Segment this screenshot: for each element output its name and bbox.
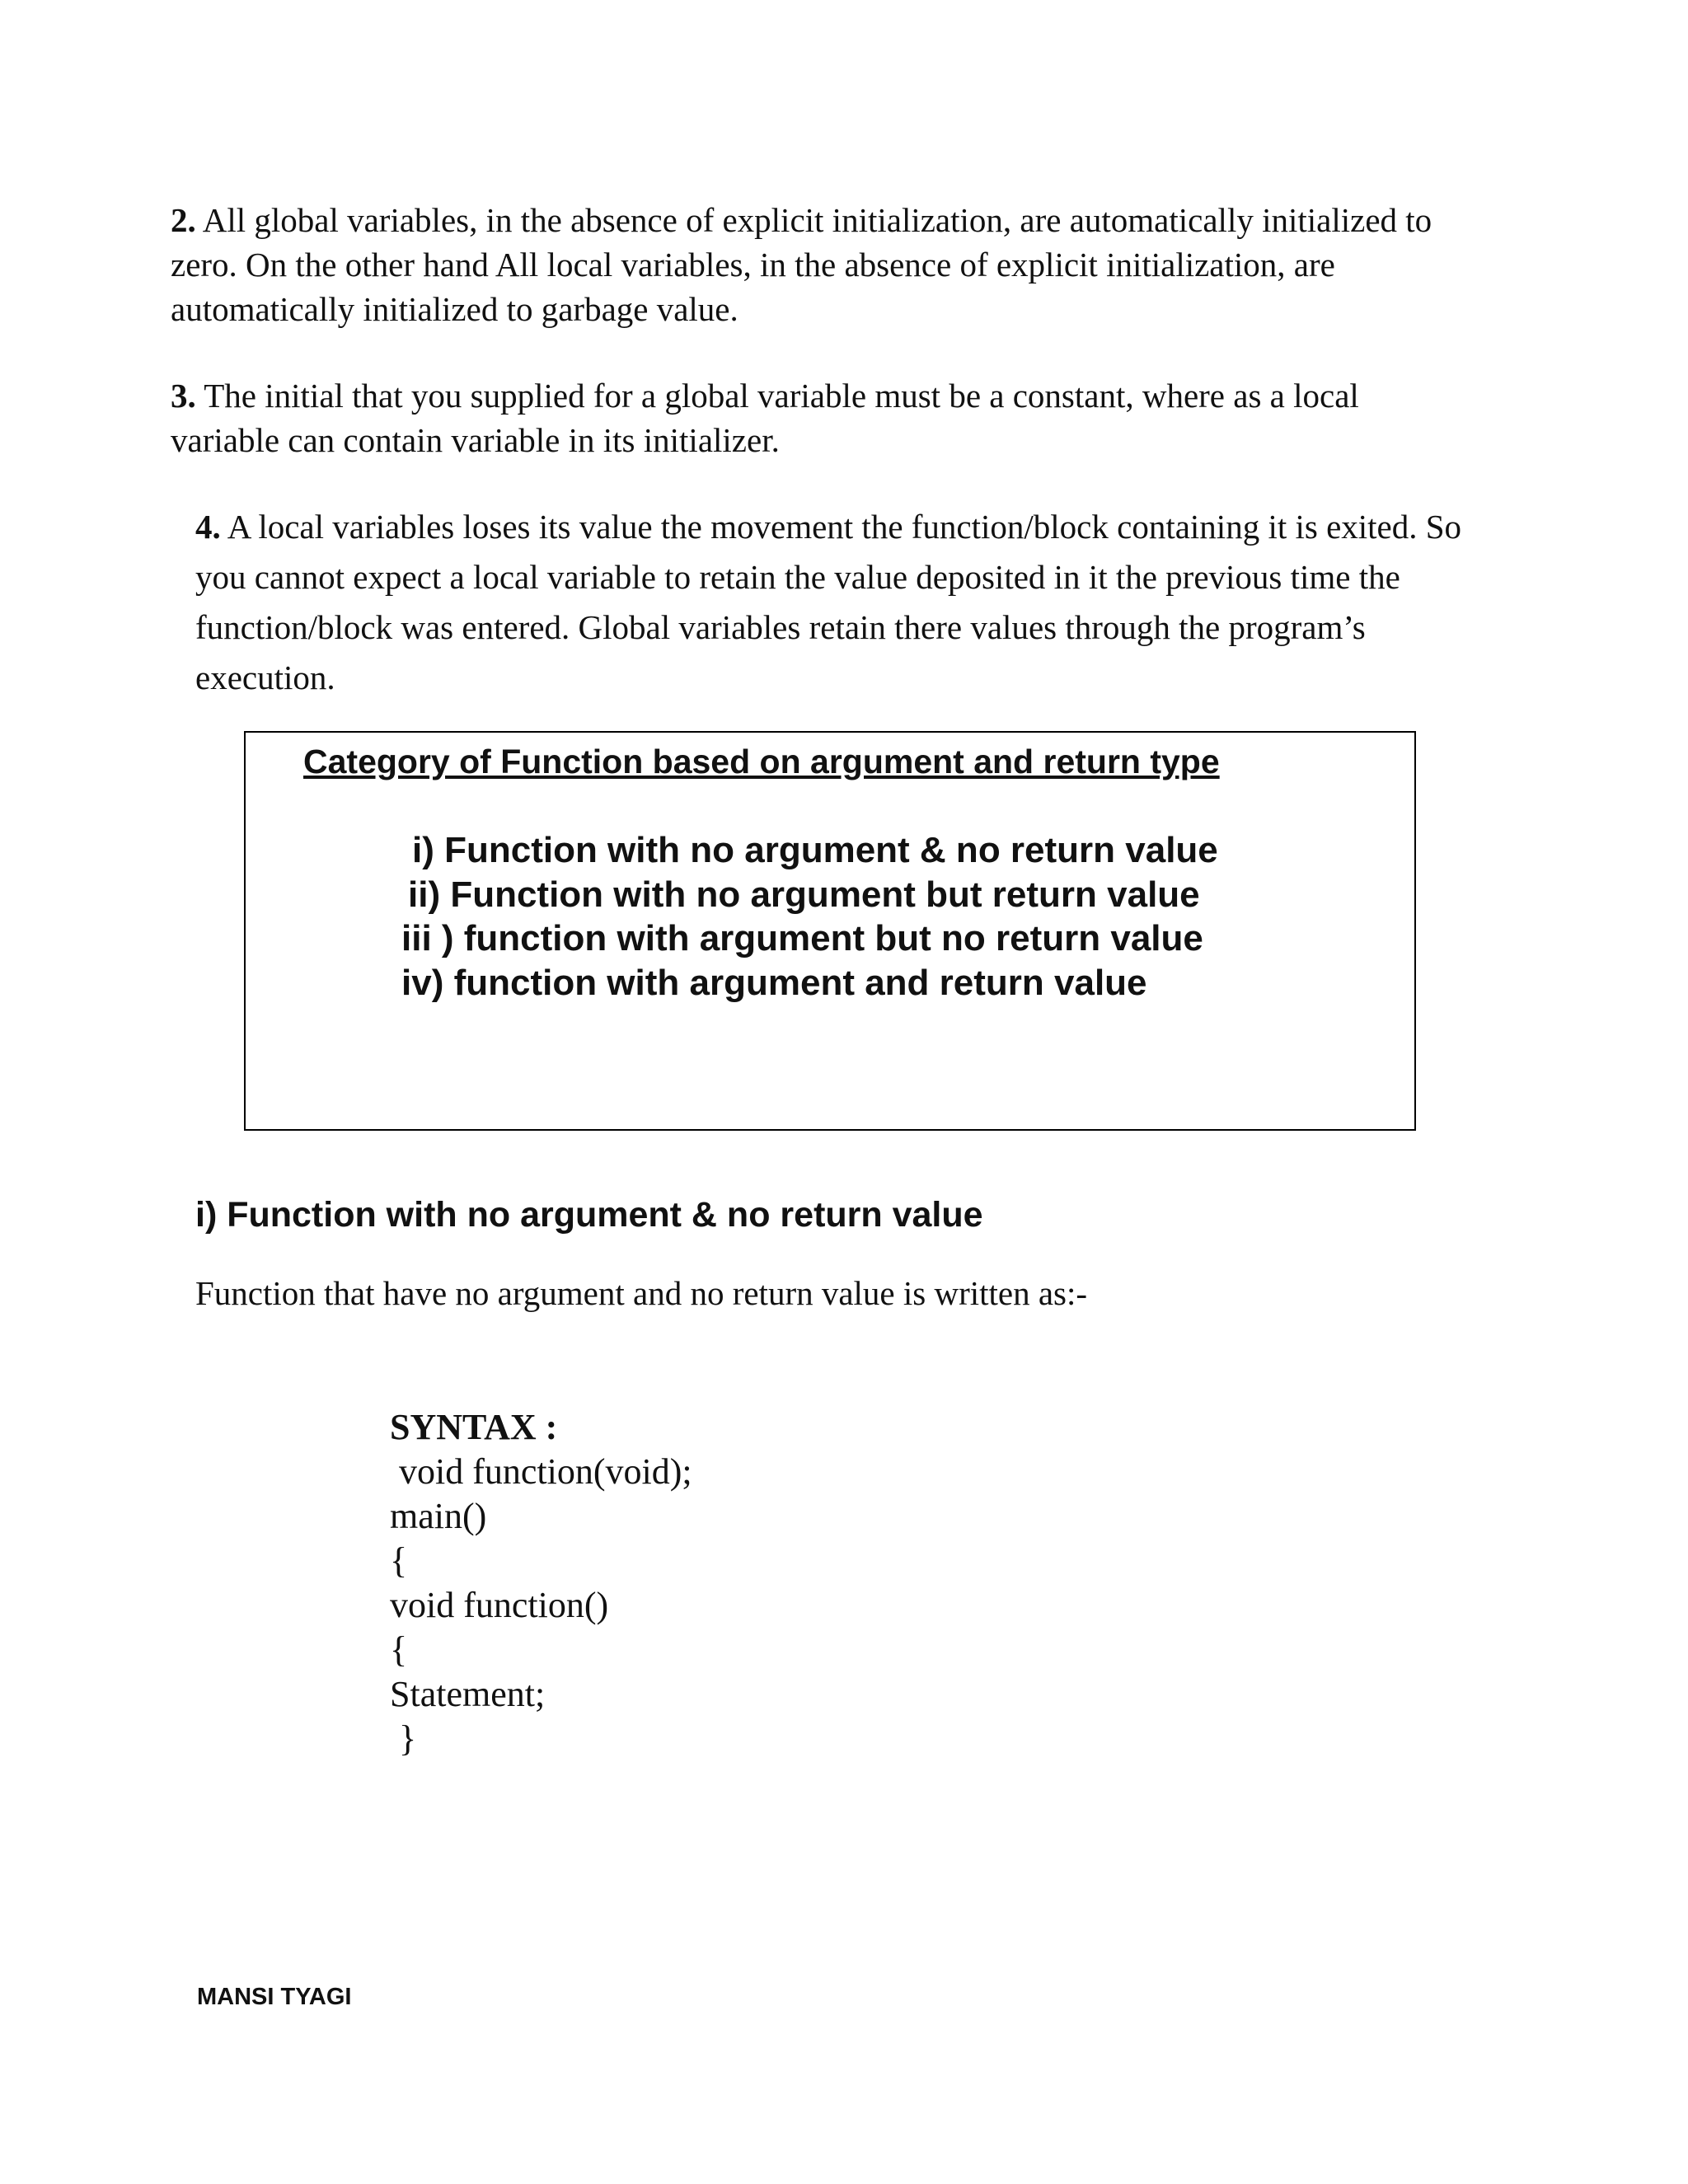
syntax-line: void function()	[390, 1585, 609, 1625]
section-description: Function that have no argument and no return value is written as:-	[195, 1274, 1088, 1312]
paragraph-3-text: The initial that you supplied for a global variable must be a constant, where as a local variable can contain variable in its initializer.	[171, 377, 1359, 459]
syntax-title: SYNTAX :	[390, 1407, 558, 1447]
syntax-line: }	[390, 1718, 417, 1759]
category-box-title: Category of Function based on argument and return type	[303, 743, 1220, 780]
paragraph-3-number: 3.	[171, 377, 196, 415]
paragraph-4-number: 4.	[195, 508, 221, 546]
category-item-1: i) Function with no argument & no return value	[412, 830, 1218, 870]
paragraph-2-text: All global variables, in the absence of explicit initialization, are automatically initialized to zero. On the other hand All local variables, in the absence of explicit initialization, are automatically initialized to garbage value.	[171, 201, 1432, 328]
paragraph-2-number: 2.	[171, 201, 196, 239]
category-item-2: ii) Function with no argument but return value	[408, 874, 1200, 915]
category-box	[244, 731, 1416, 1131]
syntax-block	[390, 1405, 692, 1761]
paragraph-4-text: A local variables loses its value the movement the function/block containing it is exited. So you cannot expect a local variable to retain the value deposited in it the previous time the function/block was entered. Global variables retain there values through the program’s execution.	[195, 508, 1462, 696]
paragraph-2	[171, 198, 1456, 331]
syntax-line: {	[390, 1540, 408, 1581]
syntax-line: void function(void);	[390, 1451, 692, 1492]
section-heading: i) Function with no argument & no return value	[195, 1195, 983, 1235]
paragraph-4	[195, 502, 1498, 703]
syntax-line: {	[390, 1629, 408, 1670]
paragraph-3	[171, 373, 1456, 462]
syntax-line: main()	[390, 1496, 487, 1536]
category-item-3: iii ) function with argument but no return value	[401, 918, 1203, 958]
footer-author: MANSI TYAGI	[197, 1984, 352, 2010]
category-item-4: iv) function with argument and return value	[401, 963, 1147, 1003]
syntax-line: Statement;	[390, 1674, 546, 1714]
